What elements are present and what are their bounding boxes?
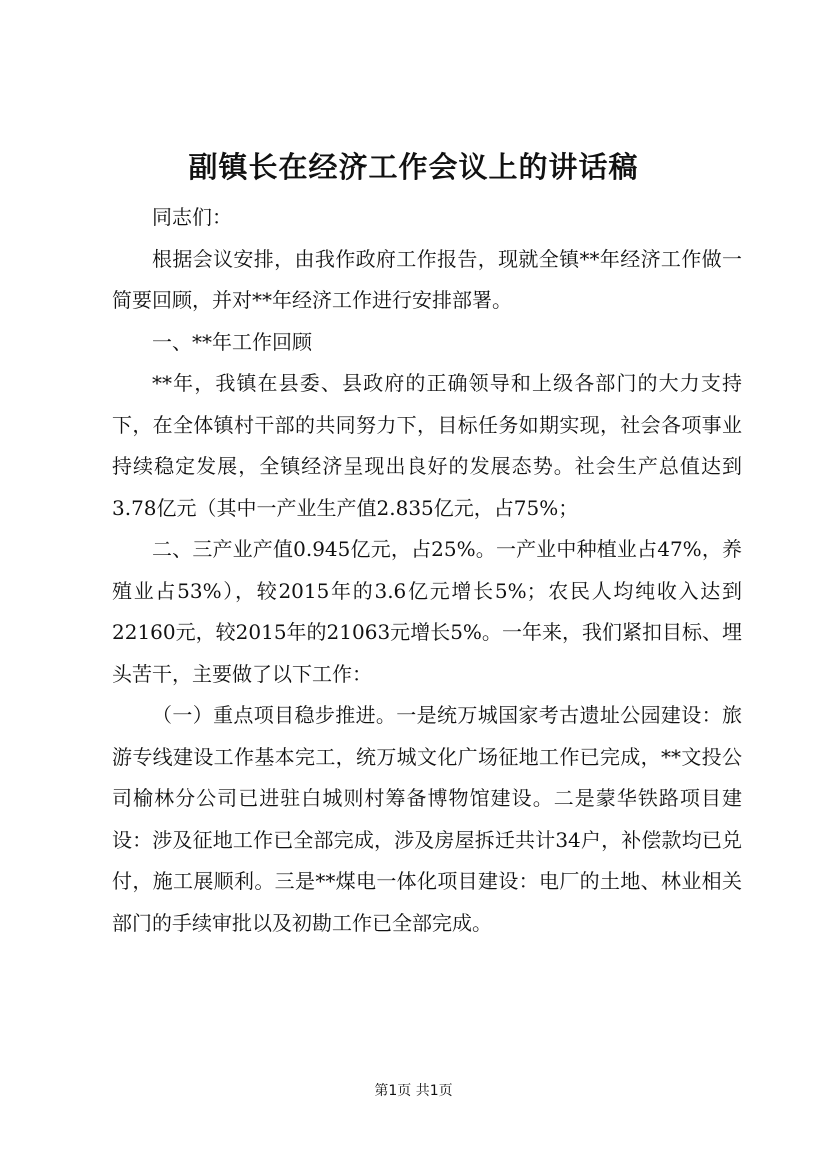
paragraph-review: **年，我镇在县委、县政府的正确领导和上级各部门的大力支持下，在全体镇村干部的共同努力下，目标任务如期实现，社会各项事业持续稳定发展，全镇经济呈现出良好的发展态势。社会生产总值达到3.78亿元（其中一产业生产值2.835亿元，占75%； (112, 371, 742, 520)
paragraph-intro: 根据会议安排，由我作政府工作报告，现就全镇**年经济工作做一简要回顾，并对**年经济工作进行安排部署。 (112, 246, 742, 312)
document-title: 副镇长在经济工作会议上的讲话稿 (188, 150, 639, 184)
page-footer: 第1页 共1页 (374, 1083, 453, 1099)
paragraph-output: 二、三产业产值0.945亿元，占25%。一产业中种植业占47%，养殖业占53%），较2015年的3.6亿元增长5%；农民人均纯收入达到22160元，较2015年的21063元增长5%。一年来，我们紧扣目标、埋头苦干，主要做了以下工作： (112, 537, 742, 686)
paragraph-projects: （一）重点项目稳步推进。一是统万城国家考古遗址公园建设：旅游专线建设工作基本完工，统万城文化广场征地工作已完成，**文投公司榆林分公司已进驻白城则村筹备博物馆建设。二是蒙华铁路项目建设：涉及征地工作已全部完成，涉及房屋拆迁共计34户，补偿款均已兑付，施工展顺利。三是**煤电一体化项目建设：电厂的土地、林业相关部门的手续审批以及初勘工作已全部完成。 (112, 703, 742, 935)
document-body (112, 197, 742, 944)
paragraph-greeting: 同志们： (152, 205, 232, 229)
section-heading: 一、**年工作回顾 (152, 329, 312, 354)
